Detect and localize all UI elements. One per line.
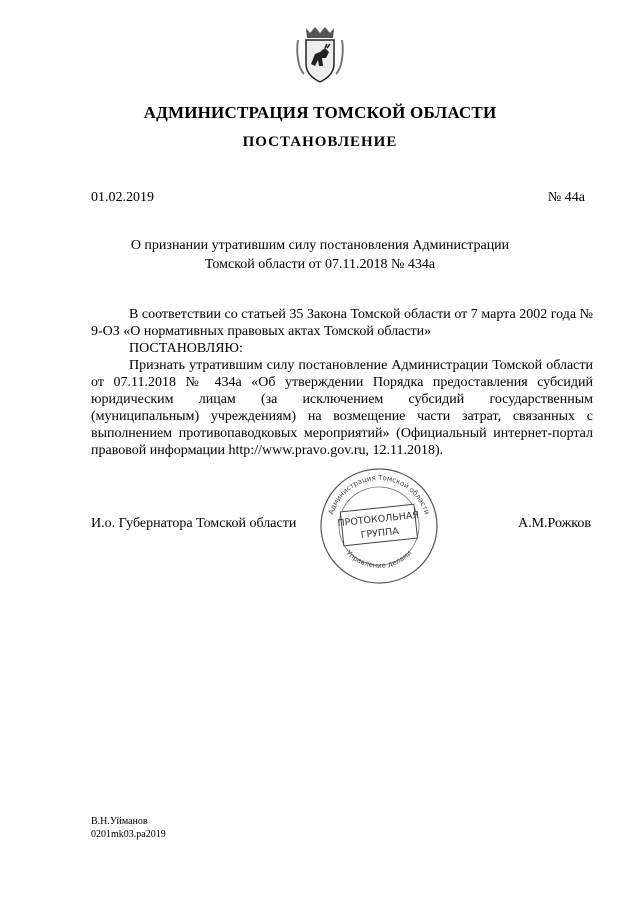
stamp-center-line-1: ПРОТОКОЛЬНАЯ	[337, 509, 420, 530]
coat-of-arms-icon	[296, 24, 344, 84]
footer-author: В.Н.Уйманов	[91, 816, 148, 827]
document-date: 01.02.2019	[91, 190, 154, 205]
subject-line-1: О признании утратившим силу постановления Администрации	[130, 238, 510, 253]
body-resolve: ПОСТАНОВЛЯЮ:	[129, 341, 243, 356]
stamp-ring-bottom-text: Управление делами	[344, 548, 414, 570]
signer-name: А.М.Рожков	[517, 516, 591, 531]
body-paragraph-basis: В соответствии со статьей 35 Закона Томской области от 7 марта 2002 года № 9-ОЗ «О нормативных правовых актах Томской области»	[91, 307, 593, 339]
document-number: № 44а	[547, 190, 585, 205]
organization-title: АДМИНИСТРАЦИЯ ТОМСКОЙ ОБЛАСТИ	[143, 103, 497, 122]
document-type: ПОСТАНОВЛЕНИЕ	[242, 134, 398, 150]
stamp-center-line-2: ГРУППА	[360, 525, 400, 541]
body-paragraph-decision: Признать утратившим силу постановление Администрации Томской области от 07.11.2018 № 434а «Об утверждении Порядка предоставления субсидий юридическим лицам (за исключением субсидий государственным (муниципальным) учреждениям) на возмещение части затрат, связанных с выполнением противопаводковых мероприятий» (Официальный интернет-портал правовой информации http://www.pravo.gov.ru, 12.11.2018).	[91, 358, 593, 458]
footer-block	[91, 815, 166, 841]
footer-file-code: 0201mk03.pa2019	[91, 829, 166, 840]
stamp-ring-top-text: Администрация Томской области	[327, 473, 431, 516]
official-stamp	[317, 466, 441, 586]
document-subject	[0, 236, 640, 274]
document-body	[91, 306, 593, 459]
signer-position: И.о. Губернатора Томской области	[91, 516, 297, 531]
subject-line-2: Томской области от 07.11.2018 № 434а	[204, 257, 436, 272]
